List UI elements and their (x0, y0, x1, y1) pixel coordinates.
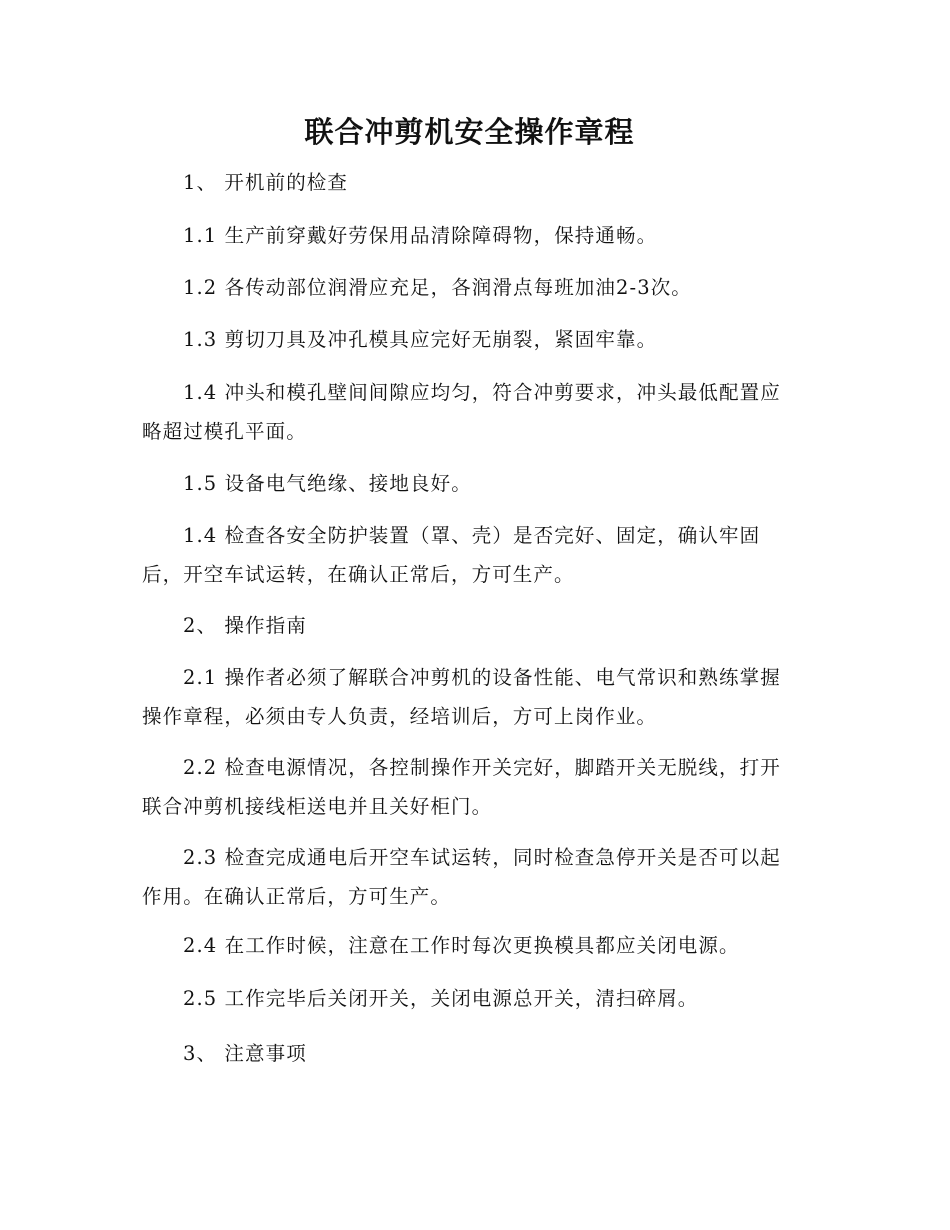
paragraph-2-4: 2.4 在工作时候，注意在工作时每次更换模具都应关闭电源。 (183, 934, 740, 957)
paragraph-1-5: 1.5 设备电气绝缘、接地良好。 (183, 472, 472, 495)
paragraph-1-4b: 1.4 检查各安全防护装置（罩、壳）是否完好、固定，确认牢固后，开空车试运转，在确认正常后，方可生产。 (142, 524, 761, 586)
section-heading-1: 1、 开机前的检查 (183, 171, 349, 194)
paragraph-1-1: 1.1 生产前穿戴好劳保用品清除障碍物，保持通畅。 (183, 224, 658, 247)
paragraph-1-4: 1.4 冲头和模孔壁间间隙应均匀，符合冲剪要求，冲头最低配置应略超过模孔平面。 (142, 381, 781, 443)
paragraph-1-2: 1.2 各传动部位润滑应充足，各润滑点每班加油2-3次。 (183, 276, 692, 299)
paragraph-2-1: 2.1 操作者必须了解联合冲剪机的设备性能、电气常识和熟练掌握操作章程，必须由专人负责，经培训后，方可上岗作业。 (142, 666, 781, 728)
paragraph-2-3: 2.3 检查完成通电后开空车试运转，同时检查急停开关是否可以起作用。在确认正常后，方可生产。 (142, 846, 781, 908)
section-heading-2: 2、 操作指南 (183, 614, 307, 637)
paragraph-2-5: 2.5 工作完毕后关闭开关，关闭电源总开关，清扫碎屑。 (183, 987, 699, 1010)
document-title: 联合冲剪机安全操作章程 (304, 115, 635, 149)
paragraph-2-2: 2.2 检查电源情况，各控制操作开关完好，脚踏开关无脱线，打开联合冲剪机接线柜送电并且关好柜门。 (142, 756, 781, 818)
paragraph-1-3: 1.3 剪切刀具及冲孔模具应完好无崩裂，紧固牢靠。 (183, 328, 658, 351)
section-heading-3: 3、 注意事项 (183, 1042, 307, 1065)
